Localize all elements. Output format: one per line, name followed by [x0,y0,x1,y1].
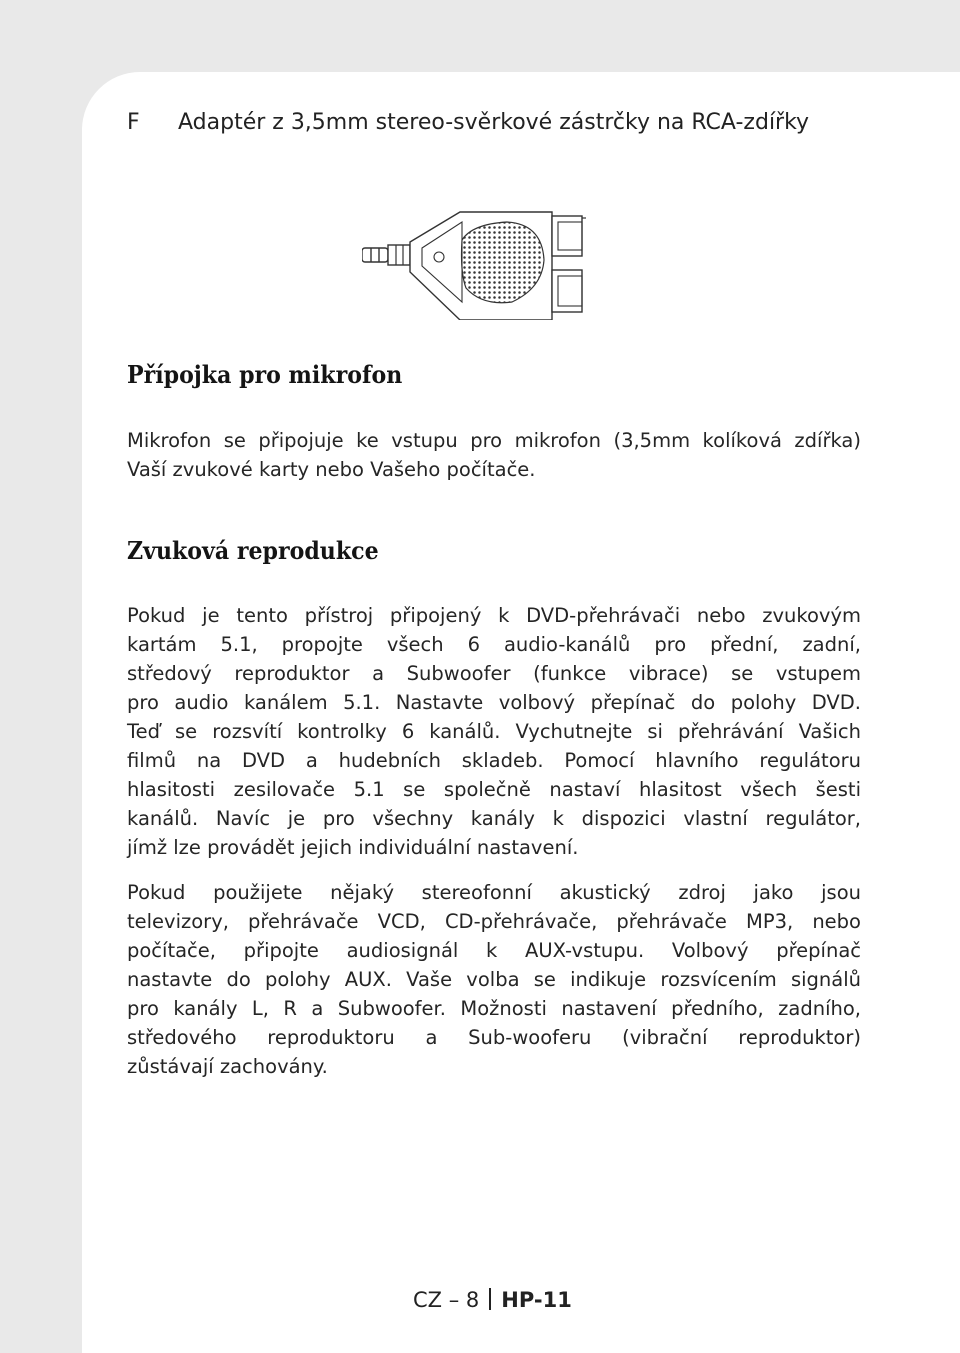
text-line: středový reproduktor a Subwoofer (funkce vibrace) se vstupem [127,662,861,685]
text-line: filmů na DVD a hudebních skladeb. Pomocí hlavního regulátoru [127,749,861,772]
text-line: nastavte do polohy AUX. Vaše volba se indikuje rozsvícením signálů [127,968,861,991]
text-line: zůstávají zachovány. [127,1055,328,1078]
heading-microphone: Přípojka pro mikrofon [127,360,403,389]
item-text: Adaptér z 3,5mm stereo-svěrkové zástrčky na RCA-zdířky [178,110,810,135]
paragraph-dvd [127,601,861,862]
paragraph-aux [127,878,861,1081]
text-line: televizory, přehrávače VCD, CD-přehrávače, přehrávače MP3, nebo [127,910,861,933]
text-line: Teď se rozsvítí kontrolky 6 kanálů. Vychutnejte si přehrávání Vašich [127,720,861,743]
heading-sound-reproduction: Zvuková reprodukce [127,536,379,565]
item-letter: F [127,110,140,135]
text-line: středového reproduktoru a Sub-wooferu (vibrační reproduktor) [127,1026,861,1049]
text-line: jímž lze provádět jejich individuální nastavení. [127,836,579,859]
page-number: CZ – 8 [413,1288,480,1312]
text-line: kartám 5.1, propojte všech 6 audio-kanálů pro přední, zadní, [127,633,861,656]
text-line: pro audio kanálem 5.1. Nastavte volbový přepínač do polohy DVD. [127,691,861,714]
text-line: Pokud použijete nějaký stereofonní akustický zdroj jako jsou [127,881,861,904]
model-name: HP-11 [501,1288,572,1312]
text-line: hlasitosti zesilovače 5.1 se společně nastaví hlasitost všech šesti [127,778,861,801]
text-line: Mikrofon se připojuje ke vstupu pro mikrofon (3,5mm kolíková zdířka) [127,429,861,452]
text-line: Vaší zvukové karty nebo Vašeho počítače. [127,458,536,481]
paragraph-microphone [127,426,861,484]
adapter-illustration [362,210,587,320]
text-line: Pokud je tento přístroj připojený k DVD-přehrávači nebo zvukovým [127,604,861,627]
footer-divider [489,1288,491,1310]
text-line: kanálů. Navíc je pro všechny kanály k dispozici vlastní regulátor, [127,807,861,830]
text-line: pro kanály L, R a Subwoofer. Možnosti nastavení předního, zadního, [127,997,861,1020]
text-line: počítače, připojte audiosignál k AUX-vstupu. Volbový přepínač [127,939,861,962]
